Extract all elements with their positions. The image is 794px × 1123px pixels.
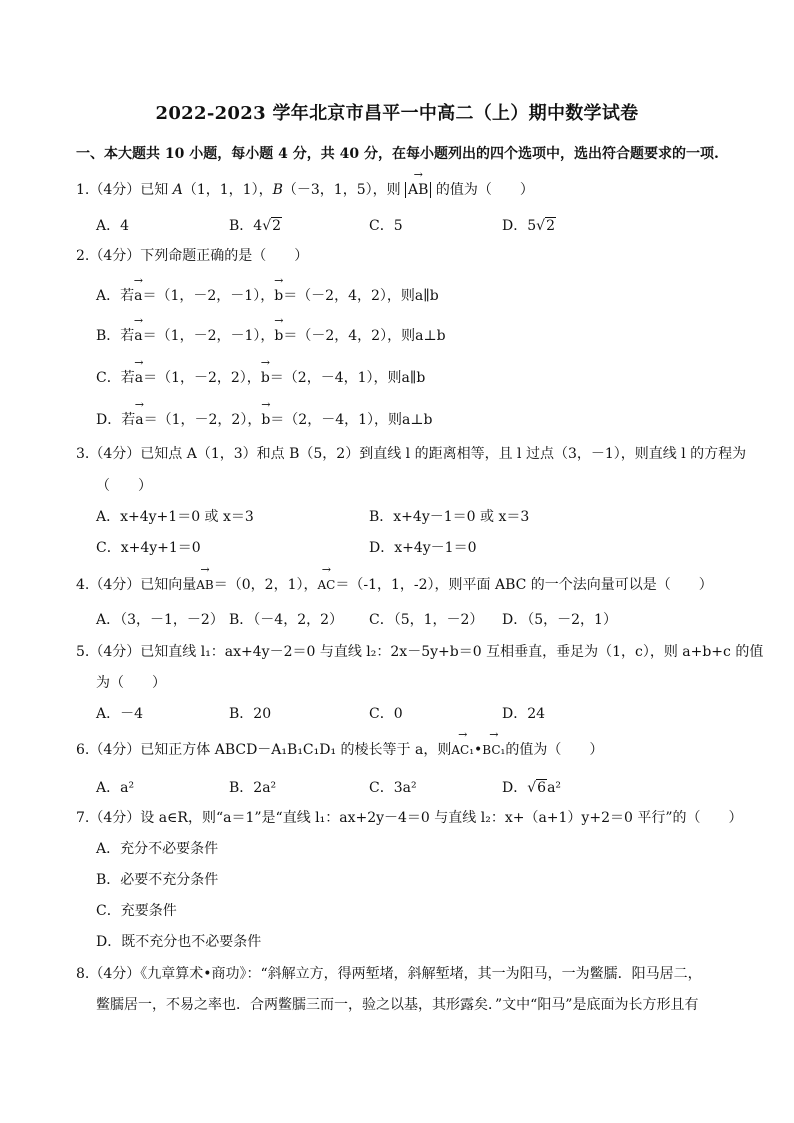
q5-option-d: D．24 [502,706,546,722]
exam-title: 2022-2023 学年北京市昌平一中高二（上）期中数学试卷 [155,103,639,124]
q2-option-b: B．若→ a＝（1，－2，－1），→ b＝（－2，4，2），则a⊥b [96,326,446,346]
abs-vector-ab: → AB [405,182,431,198]
question-3-stem-line1: 3.（4分）已知点 A（1，3）和点 B（5，2）到直线 l 的距离相等，且 l 过点（3，－1），则直线 l 的方程为 [76,446,747,462]
q4-option-c: C．（5，1，－2） [369,612,484,628]
q3-option-b: B．x+4y－1＝0 或 x＝3 [369,509,530,525]
question-2-stem: 2.（4分）下列命题正确的是（ ） [76,248,309,264]
q1-option-a: A．4 [96,218,130,234]
question-8-line2: 鳖臑居一，不易之率也．合两鳖臑三而一，验之以基，其形露矣．”文中“阳马”是底面为长方形且有 [96,997,699,1013]
question-7-stem: 7.（4分）设 a∈R，则“a＝1”是“直线 l₁：ax+2y－4＝0 与直线 l₂：x+（a+1）y+2＝0 平行”的（ ） [76,810,743,826]
section-instructions: 一、本大题共 10 小题，每小题 4 分，共 40 分，在每小题列出的四个选项中，选出符合题要求的一项. [76,146,719,162]
q7-option-a: A．充分不必要条件 [96,841,219,857]
q6-option-d: D．√6a² [502,780,562,796]
q6-option-c: C．3a² [369,780,417,796]
q1-option-d: D．5√2 [502,218,555,234]
q3-option-a: A．x+4y+1＝0 或 x＝3 [96,509,254,525]
question-6-stem: 6.（4分）已知正方体 ABCD－A₁B₁C₁D₁ 的棱长等于 a，则→ AC₁•→ BC₁的值为（ ） [76,740,603,760]
question-3-stem-line2: （ ） [96,478,152,494]
q4-option-a: A．（3，－1，－2） [96,612,224,628]
question-8-line1: 8.（4分）《九章算术•商功》：“斜解立方，得两堑堵，斜解堑堵，其一为阳马，一为鳖臑．阳马居二， [76,966,702,982]
q2-option-d: D．若→ a＝（1，－2，2），→ b＝（2，－4，1），则a⊥b [96,410,433,430]
q5-option-c: C．0 [369,706,403,722]
q4-option-d: D．（5，－2，1） [502,612,617,628]
q6-option-a: A．a² [96,780,135,796]
q7-option-c: C．充要条件 [96,903,177,919]
q5-option-a: A．－4 [96,706,144,722]
q7-option-b: B．必要不充分条件 [96,872,219,888]
question-4-stem: 4.（4分）已知向量→ AB＝（0，2，1），→ AC＝（-1，1，-2），则平面 ABC 的一个法向量可以是（ ） [76,575,713,595]
question-5-stem-line2: 为（ ） [96,675,166,691]
q4-option-b: B．（－4，2，2） [229,612,344,628]
q2-option-a: A．若→ a＝（1，－2，－1），→ b＝（－2，4，2），则a∥b [96,286,439,306]
q3-option-c: C．x+4y+1＝0 [96,540,201,556]
question-5-stem-line1: 5.（4分）已知直线 l₁：ax+4y－2＝0 与直线 l₂：2x－5y+b＝0 互相垂直，垂足为（1，c），则 a+b+c 的值 [76,644,764,660]
q3-option-d: D．x+4y－1＝0 [369,540,477,556]
q1-option-b: B．4√2 [229,218,282,234]
q1-option-c: C．5 [369,218,403,234]
q7-option-d: D．既不充分也不必要条件 [96,934,262,950]
question-1-stem: 1.（4分）已知 A（1，1，1），B（－3，1，5），则 → AB 的值为（ ） [76,180,534,200]
q5-option-b: B．20 [229,706,272,722]
q2-option-c: C．若→ a＝（1，－2，2），→ b＝（2，－4，1），则a∥b [96,368,425,388]
q6-option-b: B．2a² [229,780,277,796]
